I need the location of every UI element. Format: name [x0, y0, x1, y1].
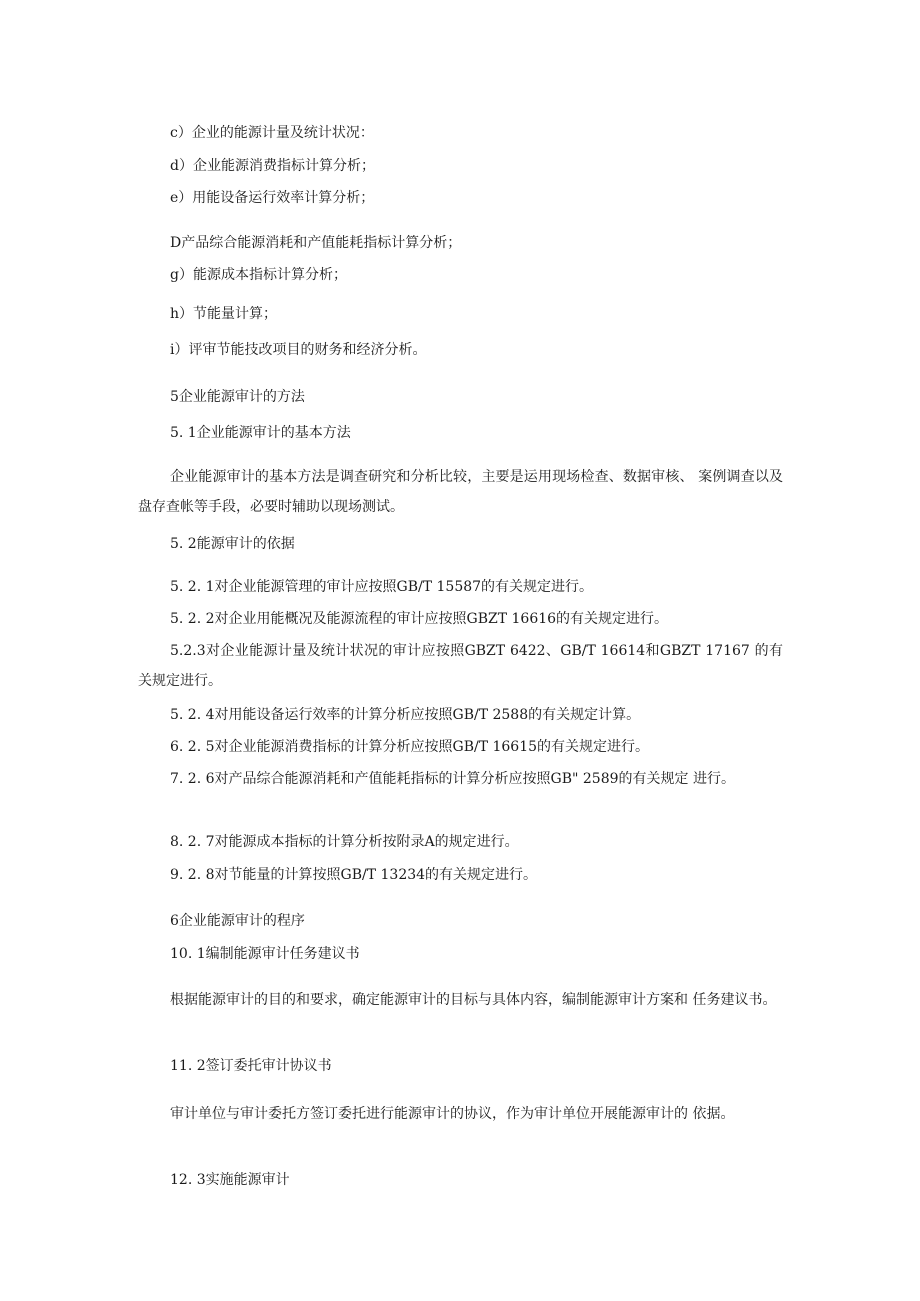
list-item-f: D产品综合能源消耗和产值能耗指标计算分析；: [170, 235, 462, 251]
list-item-i: i）评审节能技改项目的财务和经济分析。: [170, 342, 427, 358]
subsection-heading-5-1: 5. 1企业能源审计的基本方法: [170, 425, 351, 441]
list-item-g: g）能源成本指标计算分析；: [170, 267, 347, 283]
clause-5-2-3: 5.2.3对企业能源计量及统计状况的审计应按照GBZT 6422、GB/T 16614和GBZT 17167 的有关规定进行。: [138, 643, 783, 689]
paragraph-basic-method: 企业能源审计的基本方法是调查研究和分析比较，主要是运用现场检查、数据审核、 案例调查以及盘存查帐等手段，必要时辅助以现场测试。: [138, 469, 783, 515]
list-item-c: c）企业的能源计量及统计状况：: [170, 125, 374, 141]
subsection-heading-6-2: 11. 2签订委托审计协议书: [170, 1058, 332, 1074]
clause-5-2-7: 8. 2. 7对能源成本指标的计算分析按附录A的规定进行。: [170, 834, 519, 850]
section-heading-6: 6企业能源审计的程序: [170, 913, 305, 929]
subsection-heading-6-3: 12. 3实施能源审计: [170, 1172, 290, 1188]
clause-5-2-6: 7. 2. 6对产品综合能源消耗和产值能耗指标的计算分析应按照GB" 2589的有关规定 进行。: [170, 771, 735, 787]
clause-5-2-2: 5. 2. 2对企业用能概况及能源流程的审计应按照GBZT 16616的有关规定进行。: [170, 611, 669, 627]
section-heading-5: 5企业能源审计的方法: [170, 389, 305, 405]
clause-5-2-4: 5. 2. 4对用能设备运行效率的计算分析应按照GB/T 2588的有关规定计算。: [170, 707, 641, 723]
subsection-heading-6-1: 10. 1编制能源审计任务建议书: [170, 946, 360, 962]
clause-5-2-5: 6. 2. 5对企业能源消费指标的计算分析应按照GB/T 16615的有关规定进行。: [170, 739, 650, 755]
paragraph-agreement: 审计单位与审计委托方签订委托进行能源审计的协议，作为审计单位开展能源审计的 依据。: [170, 1106, 735, 1122]
paragraph-task-proposal: 根据能源审计的目的和要求，确定能源审计的目标与具体内容，编制能源审计方案和 任务建议书。: [170, 992, 777, 1008]
list-item-d: d）企业能源消费指标计算分析；: [170, 158, 375, 174]
clause-5-2-8: 9. 2. 8对节能量的计算按照GB/T 13234的有关规定进行。: [170, 867, 538, 883]
list-item-e: e）用能设备运行效率计算分析；: [170, 190, 375, 206]
clause-5-2-1: 5. 2. 1对企业能源管理的审计应按照GB/T 15587的有关规定进行。: [170, 579, 594, 595]
subsection-heading-5-2: 5. 2能源审计的依据: [170, 536, 295, 552]
list-item-h: h）节能量计算；: [170, 306, 278, 322]
